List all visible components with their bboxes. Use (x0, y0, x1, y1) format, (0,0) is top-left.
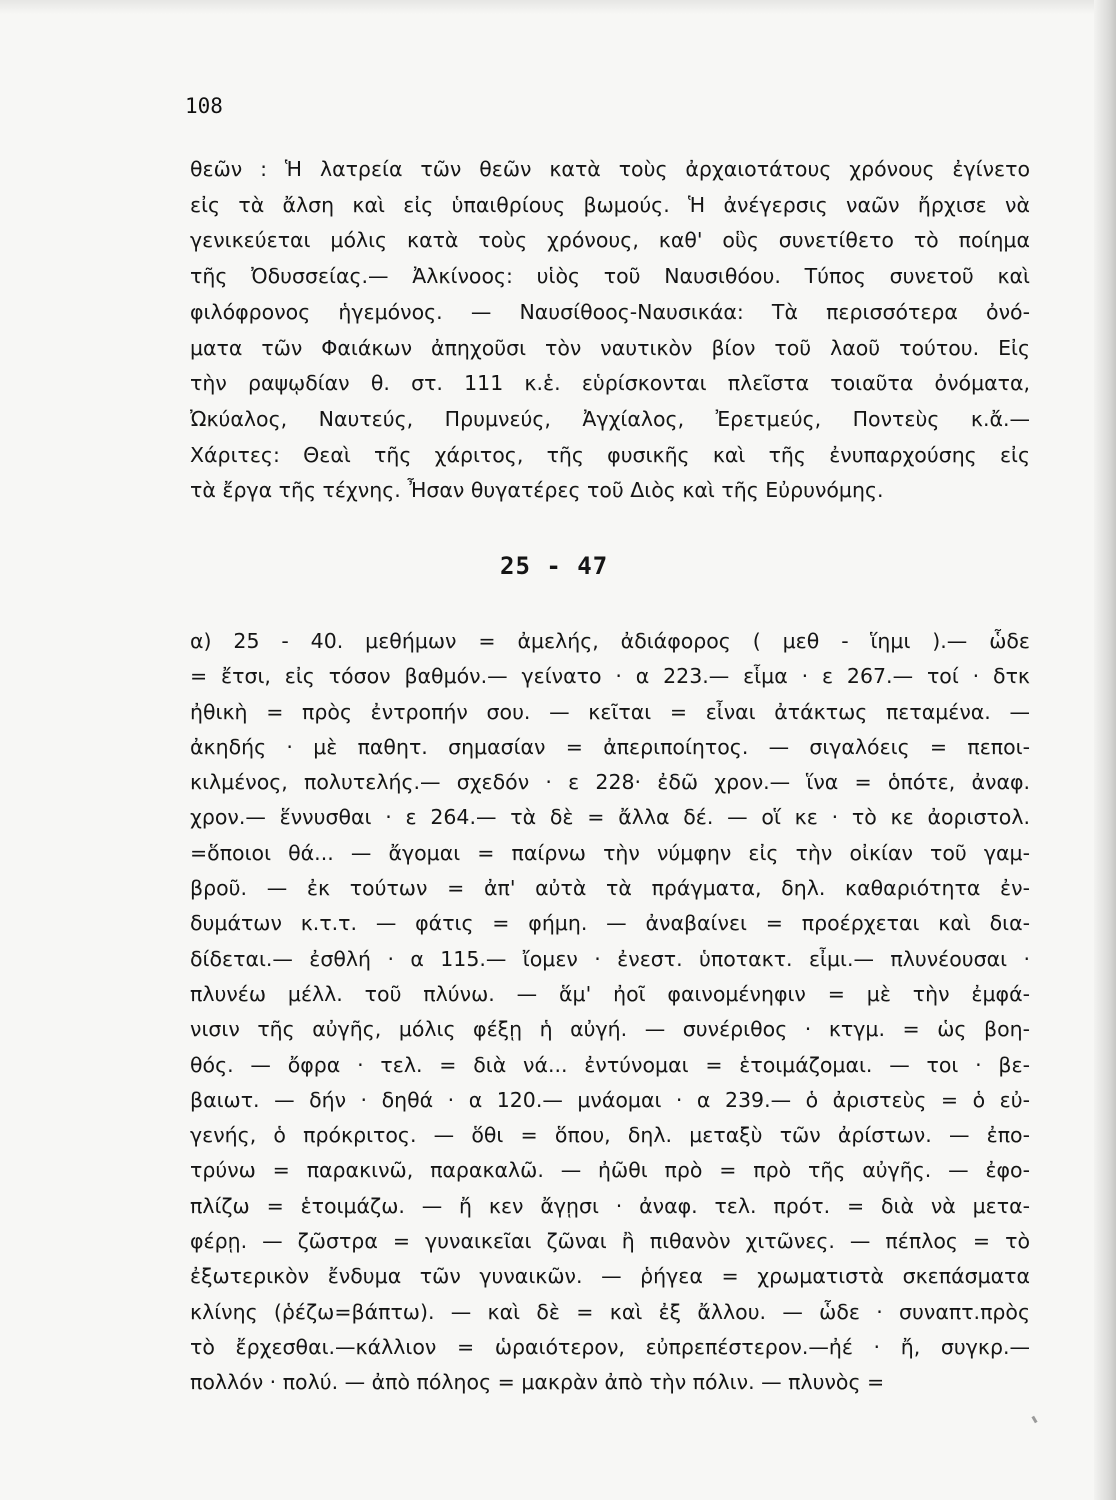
glossary-paragraph (190, 624, 1030, 1401)
glossary-line: πολλόν · πολύ. — ἀπὸ πόληος = μακρὰν ἀπὸ τὴν πόλιν. — πλυνὸς = (190, 1370, 885, 1395)
glossary-line: =ὅποιοι θά... — ἄγομαι = παίρνω τὴν νύμφην εἰς τὴν οἰκίαν τοῦ γαμ- (190, 840, 1030, 865)
page-top-shadow (0, 0, 1116, 14)
glossary-line: βαιωτ. — δήν · δηθά · α 120.— μνάομαι · α 239.— ὁ ἀριστεὺς = ὁ εὐ- (190, 1087, 1030, 1112)
glossary-line: χρον.— ἕννυσθαι · ε 264.— τὰ δὲ = ἄλλα δέ. — οἵ κε · τὸ κε ἀοριστολ. (190, 805, 1030, 830)
text-line: Χάριτες: Θεαὶ τῆς χάριτος, τῆς φυσικῆς καὶ τῆς ἐνυπαρχούσης εἰς (190, 442, 1030, 467)
text-line: γενικεύεται μόλις κατὰ τοὺς χρόνους, καθ' οὓς συνετίθετο τὸ ποίημα (190, 228, 1030, 253)
glossary-line: θός. — ὄφρα · τελ. = διὰ νά... ἐντύνομαι = ἑτοιμάζομαι. — τοι · βε- (190, 1052, 1030, 1077)
glossary-line: ἀκηδής · μὲ παθητ. σημασίαν = ἀπεριποίητος. — σιγαλόεις = πεποι- (190, 734, 1030, 759)
glossary-line: δυμάτων κ.τ.τ. — φάτις = φήμη. — ἀναβαίνει = προέρχεται καὶ δια- (190, 911, 1030, 936)
page-number: 108 (185, 94, 223, 118)
glossary-line: πλυνέω μέλλ. τοῦ πλύνω. — ἅμ' ἠοῖ φαινομένηφιν = μὲ τὴν ἐμφά- (190, 981, 1030, 1006)
glossary-line: κλίνης (ῥέζω=βάπτω). — καὶ δὲ = καὶ ἐξ ἄλλου. — ὧδε · συναπτ.πρὸς (190, 1299, 1030, 1324)
text-line: τὴν ραψῳδίαν θ. στ. 111 κ.ἑ. εὑρίσκονται πλεῖστα τοιαῦτα ὀνόματα, (190, 371, 1030, 396)
glossary-line: τὸ ἔρχεσθαι.—κάλλιον = ὡραιότερον, εὐπρεπέστερον.—ἠέ · ἤ, συγκρ.— (190, 1334, 1030, 1359)
glossary-line: πλίζω = ἑτοιμάζω. — ἤ κεν ἄγῃσι · ἀναφ. τελ. πρότ. = διὰ νὰ μετα- (190, 1193, 1030, 1218)
glossary-line: ἠθικὴ = πρὸς ἐντροπήν σου. — κεῖται = εἶναι ἀτάκτως πεταμένα. — (190, 699, 1030, 724)
glossary-line: δίδεται.— ἐσθλή · α 115.— ἴομεν · ἐνεστ. ὑποτακτ. εἶμι.— πλυνέουσαι · (190, 946, 1030, 971)
glossary-line: φέρῃ. — ζῶστρα = γυναικεῖαι ζῶναι ἢ πιθανὸν χιτῶνες. — πέπλος = τὸ (190, 1229, 1030, 1254)
text-line: εἰς τὰ ἄλση καὶ εἰς ὑπαιθρίους βωμούς. Ἡ ἀνέγερσις ναῶν ἤρχισε νὰ (190, 192, 1030, 217)
scan-speck (1031, 1416, 1037, 1424)
text-line: θεῶν : Ἡ λατρεία τῶν θεῶν κατὰ τοὺς ἀρχαιοτάτους χρόνους ἐγίνετο (190, 157, 1030, 181)
text-line: τὰ ἔργα τῆς τέχνης. Ἦσαν θυγατέρες τοῦ Διὸς καὶ τῆς Εὐρυνόμης. (190, 478, 884, 503)
section-heading: 25 - 47 (500, 552, 609, 580)
glossary-line: βροῦ. — ἐκ τούτων = ἀπ' αὐτὰ τὰ πράγματα, δηλ. καθαριότητα ἐν- (190, 876, 1030, 901)
text-line: φιλόφρονος ἡγεμόνος. — Ναυσίθοος-Ναυσικάα: Τὰ περισσότερα ὀνό- (190, 299, 1030, 324)
glossary-line: ἐξωτερικὸν ἔνδυμα τῶν γυναικῶν. — ῥήγεα = χρωματιστὰ σκεπάσματα (190, 1264, 1030, 1289)
text-line: τῆς Ὀδυσσείας.— Ἀλκίνοος: υἱὸς τοῦ Ναυσιθόου. Τύπος συνετοῦ καὶ (190, 264, 1030, 289)
glossary-line: γενής, ὁ πρόκριτος. — ὅθι = ὅπου, δηλ. μεταξὺ τῶν ἀρίστων. — ἐπο- (190, 1123, 1030, 1148)
commentary-paragraph (190, 152, 1030, 509)
glossary-line: = ἔτσι, εἰς τόσον βαθμόν.— γείνατο · α 223.— εἷμα · ε 267.— τοί · δτκ (190, 664, 1030, 689)
page-binding-shadow (1094, 0, 1116, 1500)
glossary-line: τρύνω = παρακινῶ, παρακαλῶ. — ἠῶθι πρὸ = πρὸ τῆς αὐγῆς. — ἐφο- (190, 1158, 1030, 1183)
glossary-line: α) 25 - 40. μεθήμων = ἀμελής, ἀδιάφορος ( μεθ - ἵημι ).— ὧδε (190, 629, 1030, 653)
glossary-line: νισιν τῆς αὐγῆς, μόλις φέξῃ ἡ αὐγή. — συνέριθος · κτγμ. = ὡς βοη- (190, 1017, 1030, 1042)
text-line: Ὠκύαλος, Ναυτεύς, Πρυμνεύς, Ἀγχίαλος, Ἐρετμεύς, Ποντεὺς κ.ἄ.— (190, 406, 1030, 431)
glossary-line: κιλμένος, πολυτελής.— σχεδόν · ε 228· ἐδῶ χρον.— ἵνα = ὁπότε, ἀναφ. (190, 770, 1030, 795)
text-line: ματα τῶν Φαιάκων ἀπηχοῦσι τὸν ναυτικὸν βίον τοῦ λαοῦ τούτου. Εἰς (190, 335, 1030, 360)
